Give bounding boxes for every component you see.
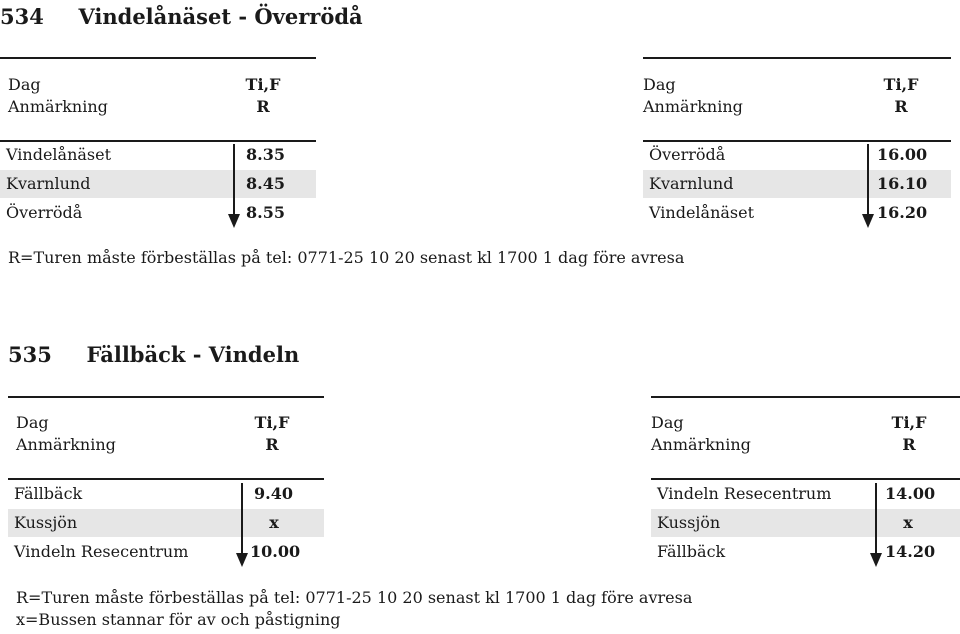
stop-name: Vindelånäset bbox=[6, 145, 112, 164]
table-top-rule bbox=[0, 57, 316, 59]
direction-arrow-icon bbox=[236, 553, 248, 567]
stop-name: Kvarnlund bbox=[6, 174, 91, 193]
footnote: R=Turen måste förbeställas på tel: 0771-25 10 20 senast kl 1700 1 dag före avresa bbox=[8, 248, 685, 267]
header-label-remark: Anmärkning bbox=[643, 97, 743, 116]
header-day-code: Ti,F bbox=[883, 75, 919, 94]
departure-time: 16.10 bbox=[877, 174, 928, 193]
direction-arrow-icon bbox=[870, 553, 882, 567]
header-label-day: Dag bbox=[651, 413, 684, 432]
route-number: 535 bbox=[8, 342, 52, 367]
departure-time: 14.00 bbox=[885, 484, 936, 503]
table-row bbox=[8, 538, 324, 566]
direction-arrow-icon bbox=[862, 214, 874, 228]
footnote: R=Turen måste förbeställas på tel: 0771-25 10 20 senast kl 1700 1 dag före avresa bbox=[16, 588, 693, 607]
header-remark-code: R bbox=[256, 97, 270, 116]
header-remark-code: R bbox=[902, 435, 916, 454]
table-row bbox=[8, 509, 324, 537]
stop-name: Fällbäck bbox=[14, 484, 83, 503]
table-top-rule bbox=[643, 57, 951, 59]
stop-name: Vindelånäset bbox=[649, 203, 755, 222]
stop-name: Kussjön bbox=[14, 513, 78, 532]
departure-time: 16.00 bbox=[877, 145, 928, 164]
stop-name: Kussjön bbox=[657, 513, 721, 532]
table-row bbox=[643, 170, 951, 198]
table-header bbox=[8, 74, 316, 120]
table-row bbox=[643, 199, 951, 227]
route-name: Fällbäck - Vindeln bbox=[86, 342, 300, 367]
stop-name: Kvarnlund bbox=[649, 174, 734, 193]
header-label-day: Dag bbox=[643, 75, 676, 94]
route-name: Vindelånäset - Överrödå bbox=[78, 4, 363, 29]
header-day-code: Ti,F bbox=[891, 413, 927, 432]
header-label-remark: Anmärkning bbox=[16, 435, 116, 454]
table-row bbox=[0, 170, 316, 198]
route-title bbox=[8, 342, 299, 367]
table-row bbox=[651, 509, 960, 537]
table-header bbox=[16, 412, 324, 458]
stop-name: Vindeln Resecentrum bbox=[657, 484, 832, 503]
departure-time: 8.45 bbox=[246, 174, 285, 193]
header-label-remark: Anmärkning bbox=[651, 435, 751, 454]
departure-time: 14.20 bbox=[885, 542, 936, 561]
header-remark-code: R bbox=[265, 435, 279, 454]
header-remark-code: R bbox=[894, 97, 908, 116]
departure-time: 8.35 bbox=[246, 145, 285, 164]
table-header bbox=[643, 74, 951, 120]
table-row bbox=[643, 141, 951, 169]
departure-time: 9.40 bbox=[254, 484, 293, 503]
table-row bbox=[651, 480, 960, 508]
table-header bbox=[651, 412, 960, 458]
table-row bbox=[0, 141, 316, 169]
direction-arrow-icon bbox=[228, 214, 240, 228]
table-top-rule bbox=[8, 396, 324, 398]
departure-time: x bbox=[269, 513, 279, 532]
footnote: x=Bussen stannar för av och påstigning bbox=[16, 610, 341, 629]
route-number: 534 bbox=[0, 4, 44, 29]
header-day-code: Ti,F bbox=[254, 413, 290, 432]
departure-time: 8.55 bbox=[246, 203, 285, 222]
direction-arrow-shaft bbox=[875, 483, 877, 553]
direction-arrow-shaft bbox=[241, 483, 243, 553]
direction-arrow-shaft bbox=[233, 144, 235, 214]
departure-time: 16.20 bbox=[877, 203, 928, 222]
table-row bbox=[651, 538, 960, 566]
direction-arrow-shaft bbox=[867, 144, 869, 214]
header-label-day: Dag bbox=[16, 413, 49, 432]
stop-name: Överrödå bbox=[6, 203, 83, 222]
stop-name: Vindeln Resecentrum bbox=[14, 542, 189, 561]
header-label-day: Dag bbox=[8, 75, 41, 94]
stop-name: Fällbäck bbox=[657, 542, 726, 561]
departure-time: 10.00 bbox=[250, 542, 301, 561]
header-label-remark: Anmärkning bbox=[8, 97, 108, 116]
table-row bbox=[0, 199, 316, 227]
stop-name: Överrödå bbox=[649, 145, 726, 164]
departure-time: x bbox=[903, 513, 913, 532]
table-top-rule bbox=[651, 396, 960, 398]
table-row bbox=[8, 480, 324, 508]
route-title bbox=[0, 4, 363, 29]
header-day-code: Ti,F bbox=[245, 75, 281, 94]
